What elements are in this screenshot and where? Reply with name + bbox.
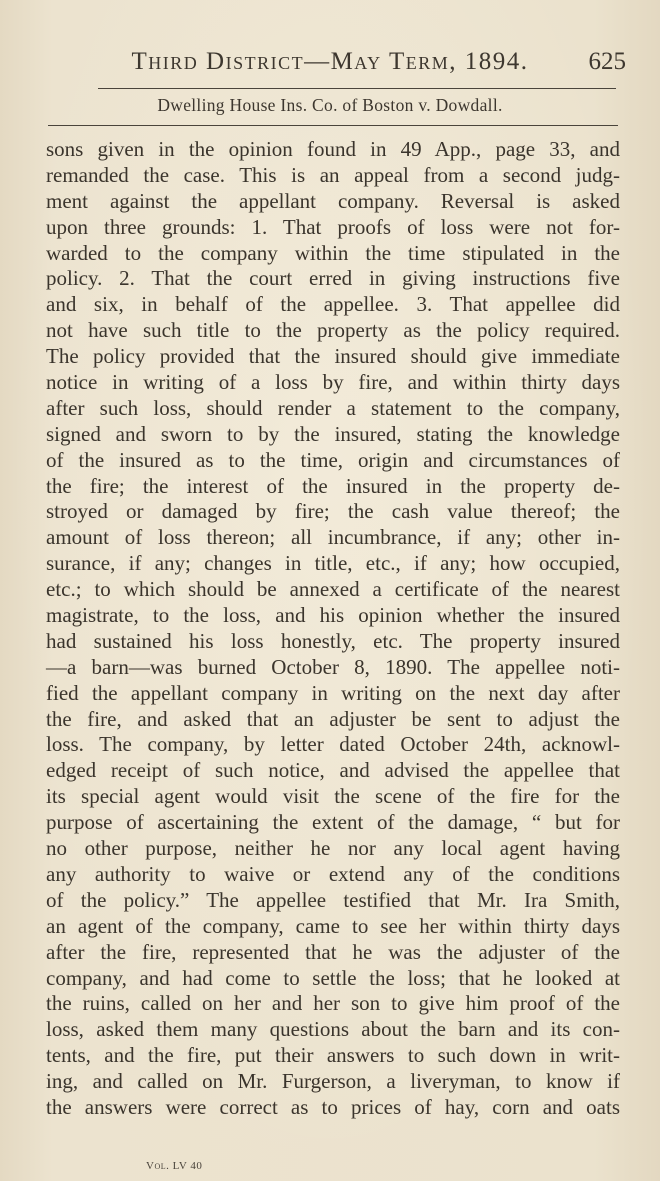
text-line: after the fire, represented that he was the adjuster of the <box>46 939 620 964</box>
text-line: and six, in behalf of the appellee. 3. That appellee did <box>46 292 620 317</box>
text-line: tents, and the fire, put their answers to such down in writ- <box>46 1043 620 1068</box>
text-line: of the policy.” The appellee testified that Mr. Ira Smith, <box>46 887 620 912</box>
text-line: warded to the company within the time stipulated in the <box>46 240 620 265</box>
text-line: purpose of ascertaining the extent of the damage, “ but for <box>46 810 620 835</box>
page-number: 625 <box>588 48 626 75</box>
text-line: —a barn—was burned October 8, 1890. The appellee noti- <box>46 654 620 679</box>
text-line: not have such title to the property as the policy required. <box>46 318 620 343</box>
text-line: the ruins, called on her and her son to give him proof of the <box>46 991 620 1016</box>
text-line: of the insured as to the time, origin and circumstances of <box>46 447 620 472</box>
text-line: had sustained his loss honestly, etc. The property insured <box>46 628 620 653</box>
text-line: after such loss, should render a statement to the company, <box>46 395 620 420</box>
text-line: policy. 2. That the court erred in giving instructions five <box>46 266 620 291</box>
header-rule-bottom <box>48 125 618 126</box>
text-line: ing, and called on Mr. Furgerson, a liveryman, to know if <box>46 1069 620 1094</box>
text-line: any authority to waive or extend any of the conditions <box>46 861 620 886</box>
text-line: the fire; the interest of the insured in the property de- <box>46 473 620 498</box>
text-line: stroyed or damaged by fire; the cash value thereof; the <box>46 499 620 524</box>
text-line: sons given in the opinion found in 49 App., page 33, and <box>46 137 620 161</box>
text-line: surance, if any; changes in title, etc., if any; how occupied, <box>46 551 620 576</box>
case-title: Dwelling House Ins. Co. of Boston v. Dowdall. <box>157 95 503 115</box>
text-line: the fire, and asked that an adjuster be sent to adjust the <box>46 706 620 731</box>
text-line: no other purpose, neither he nor any local agent having <box>46 836 620 861</box>
text-line: edged receipt of such notice, and advised the appellee that <box>46 758 620 783</box>
text-line: its special agent would visit the scene of the fire for the <box>46 784 620 809</box>
running-head <box>0 48 660 82</box>
text-line: remanded the case. This is an appeal from a second judg- <box>46 162 620 187</box>
text-line: loss, asked them many questions about the barn and its con- <box>46 1017 620 1042</box>
text-line: notice in writing of a loss by fire, and within thirty days <box>46 370 620 395</box>
text-line: signed and sworn to by the insured, stating the knowledge <box>46 421 620 446</box>
text-line: company, and had come to settle the loss; that he looked at <box>46 965 620 990</box>
text-line: fied the appellant company in writing on the next day after <box>46 680 620 705</box>
body-text <box>46 137 620 1121</box>
text-line: magistrate, to the loss, and his opinion whether the insured <box>46 603 620 628</box>
text-line: ment against the appellant company. Reversal is asked <box>46 188 620 213</box>
text-line: The policy provided that the insured should give immediate <box>46 344 620 369</box>
text-line: etc.; to which should be annexed a certificate of the nearest <box>46 577 620 602</box>
text-line: the answers were correct as to prices of hay, corn and oats <box>46 1094 620 1119</box>
text-line: an agent of the company, came to see her within thirty days <box>46 913 620 938</box>
signature-mark: Vol. LV 40 <box>146 1160 203 1172</box>
header-rule-top <box>98 88 616 89</box>
text-line: upon three grounds: 1. That proofs of loss were not for- <box>46 214 620 239</box>
running-title: Third District—May Term, 1894. <box>131 48 529 75</box>
text-line: loss. The company, by letter dated October 24th, acknowl- <box>46 732 620 757</box>
text-line: amount of loss thereon; all incumbrance, if any; other in- <box>46 525 620 550</box>
